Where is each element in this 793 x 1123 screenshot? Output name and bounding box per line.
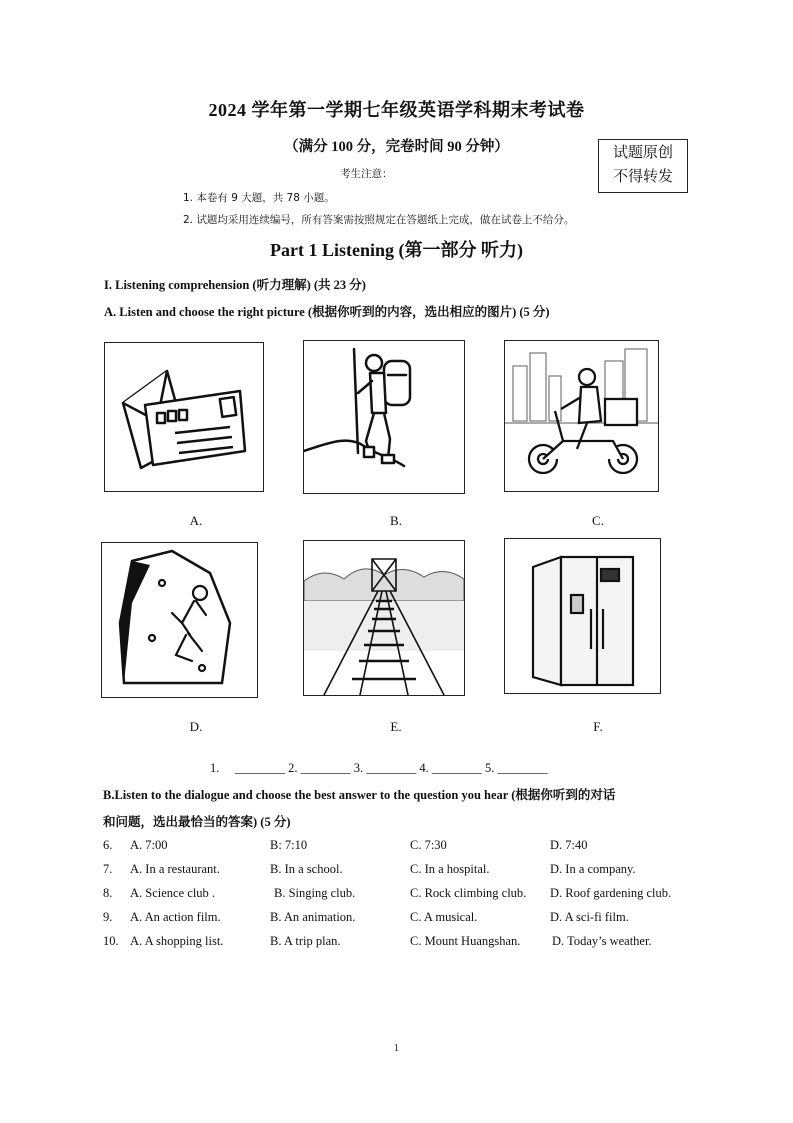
option-b: B. Singing club. (274, 886, 356, 900)
answer-blanks: 1. ________ 2. ________ 3. ________ 4. ________ 5. ________ (210, 761, 548, 775)
delivery-scooter-icon (505, 341, 658, 491)
stamp-line-2: 不得转发 (612, 167, 673, 185)
question-number: 8. (103, 886, 113, 900)
option-d: D. Roof gardening club. (550, 886, 672, 900)
picture-label-b: B. (390, 513, 402, 528)
picture-label-c: C. (592, 513, 604, 528)
picture-rock-climber (101, 542, 258, 698)
option-b: B: 7:10 (270, 838, 308, 852)
option-a: A. A shopping list. (130, 934, 224, 948)
section-heading-1: I. Listening comprehension (听力理解) (共 23 分) (104, 278, 366, 292)
option-c: C. A musical. (410, 910, 478, 924)
notice-item-2: 2. 试题均采用连续编号，所有答案需按照规定在答题纸上完成，做在试卷上不给分。 (183, 214, 575, 226)
picture-label-f: F. (593, 719, 603, 734)
picture-envelope-postcard (104, 342, 264, 492)
option-b: B. In a school. (270, 862, 343, 876)
section-heading-a: A. Listen and choose the right picture (根据你听到的内容，选出相应的图片) (5 分) (104, 305, 550, 319)
option-b: B. A trip plan. (270, 934, 341, 948)
option-a: A. Science club . (130, 886, 216, 900)
option-d: D. In a company. (550, 862, 636, 876)
rock-climber-icon (102, 543, 257, 697)
option-b: B. An animation. (270, 910, 356, 924)
picture-refrigerator (504, 538, 661, 694)
hiker-icon (304, 341, 464, 493)
section-heading-b-line2: 和问题，选出最恰当的答案) (5 分) (103, 815, 291, 829)
option-a: A. 7:00 (130, 838, 168, 852)
option-d: D. Today’s weather. (552, 934, 652, 948)
option-c: C. Rock climbing club. (410, 886, 527, 900)
option-c: C. 7:30 (410, 838, 447, 852)
envelope-postcard-icon (105, 343, 263, 491)
question-number: 10. (103, 934, 119, 948)
question-number: 7. (103, 862, 113, 876)
page-number: 1 (394, 1043, 399, 1054)
question-number: 9. (103, 910, 113, 924)
picture-delivery-scooter (504, 340, 659, 492)
exam-title: 2024 学年第一学期七年级英语学科期末考试卷 (208, 100, 585, 120)
option-a: A. An action film. (130, 910, 221, 924)
option-d: D. 7:40 (550, 838, 588, 852)
section-heading-b-line1: B.Listen to the dialogue and choose the best answer to the question you hear (根据你听到的对话 (103, 788, 616, 802)
option-c: C. Mount Huangshan. (410, 934, 521, 948)
stamp-line-1: 试题原创 (612, 143, 673, 161)
refrigerator-icon (505, 539, 660, 693)
part-title: Part 1 Listening (第一部分 听力) (270, 240, 523, 260)
option-c: C. In a hospital. (410, 862, 490, 876)
copyright-stamp (598, 139, 688, 193)
question-number: 6. (103, 838, 113, 852)
notice-item-1: 1. 本卷有 9 大题，共 78 小题。 (183, 192, 335, 204)
picture-label-d: D. (189, 719, 203, 734)
picture-label-e: E. (390, 719, 402, 734)
notice-heading: 考生注意： (340, 168, 393, 180)
picture-railway-bridge (303, 540, 465, 696)
option-d: D. A sci-fi film. (550, 910, 629, 924)
picture-hiker (303, 340, 465, 494)
picture-label-a: A. (189, 513, 203, 528)
railway-bridge-icon (304, 541, 464, 695)
exam-subtitle: （满分 100 分，完卷时间 90 分钟） (284, 139, 509, 155)
option-a: A. In a restaurant. (130, 862, 220, 876)
